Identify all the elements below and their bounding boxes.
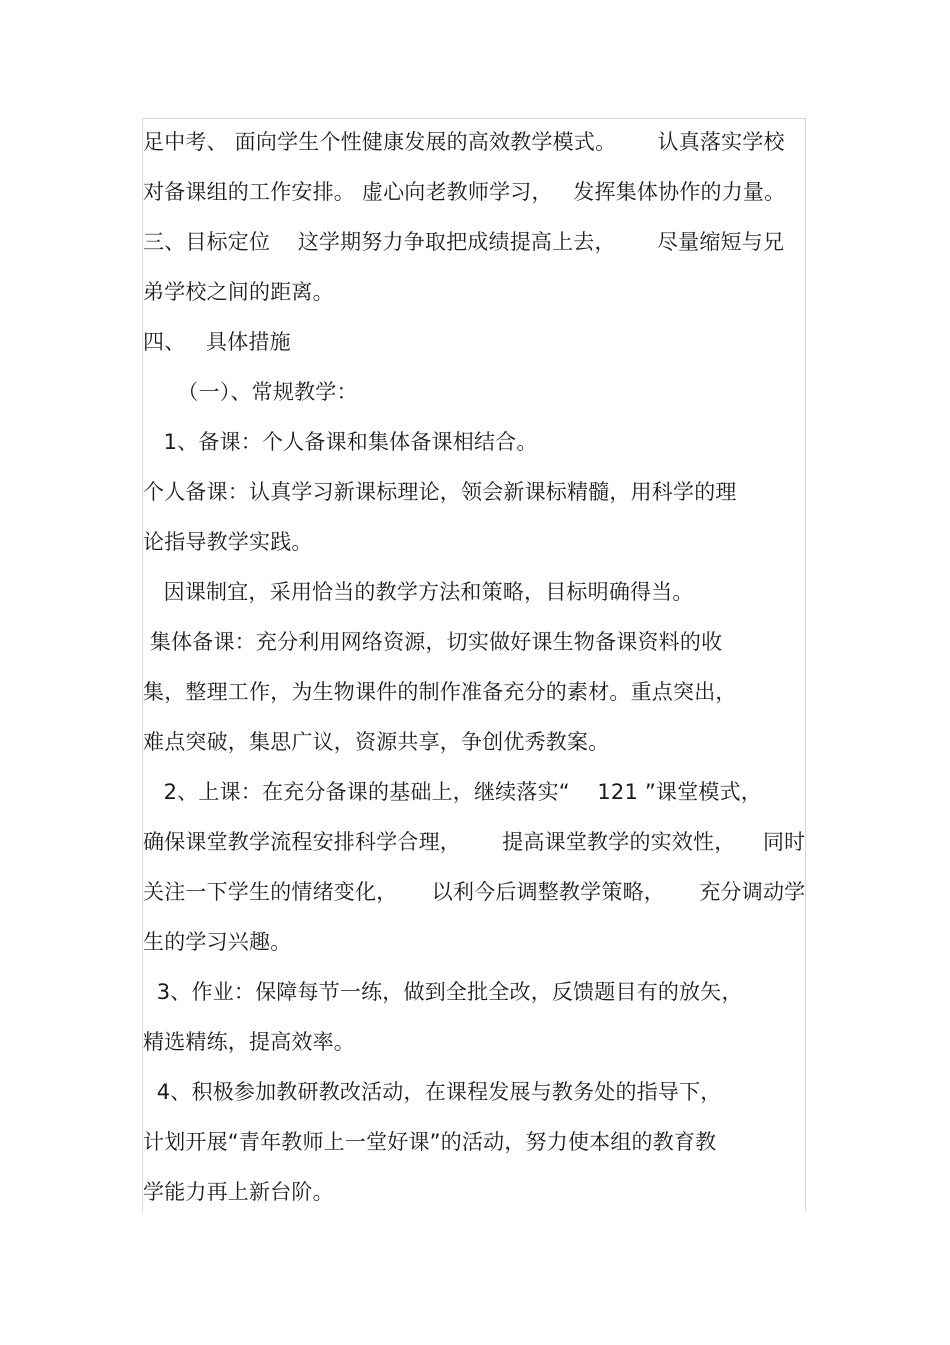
text-line: 难点突破，集思广议，资源共享，争创优秀教案。 xyxy=(143,730,610,754)
text-line: 学能力再上新台阶。 xyxy=(143,1180,334,1204)
text-line: 关注一下学生的情绪变化， 以利今后调整教学策略， 充分调动学 xyxy=(143,880,806,904)
text-line: 计划开展“青年教师上一堂好课”的活动，努力使本组的教育教 xyxy=(143,1130,717,1154)
text-line: 弟学校之间的距离。 xyxy=(143,280,334,304)
text-line: 论指导教学实践。 xyxy=(143,530,313,554)
text-line: 对备课组的工作安排。 虚心向老教师学习， 发挥集体协作的力量。 xyxy=(143,180,786,204)
text-line: 4、积极参加教研教改活动，在课程发展与教务处的指导下， xyxy=(143,1080,722,1104)
text-line: 集体备课：充分利用网络资源，切实做好课生物备课资料的收 xyxy=(143,630,723,654)
text-line: 足中考、 面向学生个性健康发展的高效教学模式。 认真落实学校 xyxy=(143,130,785,154)
subsection-heading: （一）、常规教学： xyxy=(143,380,358,404)
text-line: 1、备课：个人备课和集体备课相结合。 xyxy=(143,430,538,454)
text-line: 精选精练，提高效率。 xyxy=(143,1030,355,1054)
text-line: 因课制宜，采用恰当的教学方法和策略，目标明确得当。 xyxy=(143,580,694,604)
text-line: 2、上课：在充分备课的基础上，继续落实“ 121 ”课堂模式， xyxy=(143,780,763,804)
section-heading: 四、 具体措施 xyxy=(143,330,291,354)
text-line: 个人备课：认真学习新课标理论，领会新课标精髓，用科学的理 xyxy=(143,480,737,504)
text-line: 生的学习兴趣。 xyxy=(143,930,292,954)
text-line: 确保课堂教学流程安排科学合理， 提高课堂教学的实效性， 同时 xyxy=(143,830,806,854)
text-line: 3、作业：保障每节一练，做到全批全改，反馈题目有的放矢， xyxy=(143,980,743,1004)
text-line: 三、目标定位 这学期努力争取把成绩提高上去， 尽量缩短与兄 xyxy=(143,230,785,254)
text-line: 集，整理工作，为生物课件的制作准备充分的素材。重点突出， xyxy=(143,680,737,704)
